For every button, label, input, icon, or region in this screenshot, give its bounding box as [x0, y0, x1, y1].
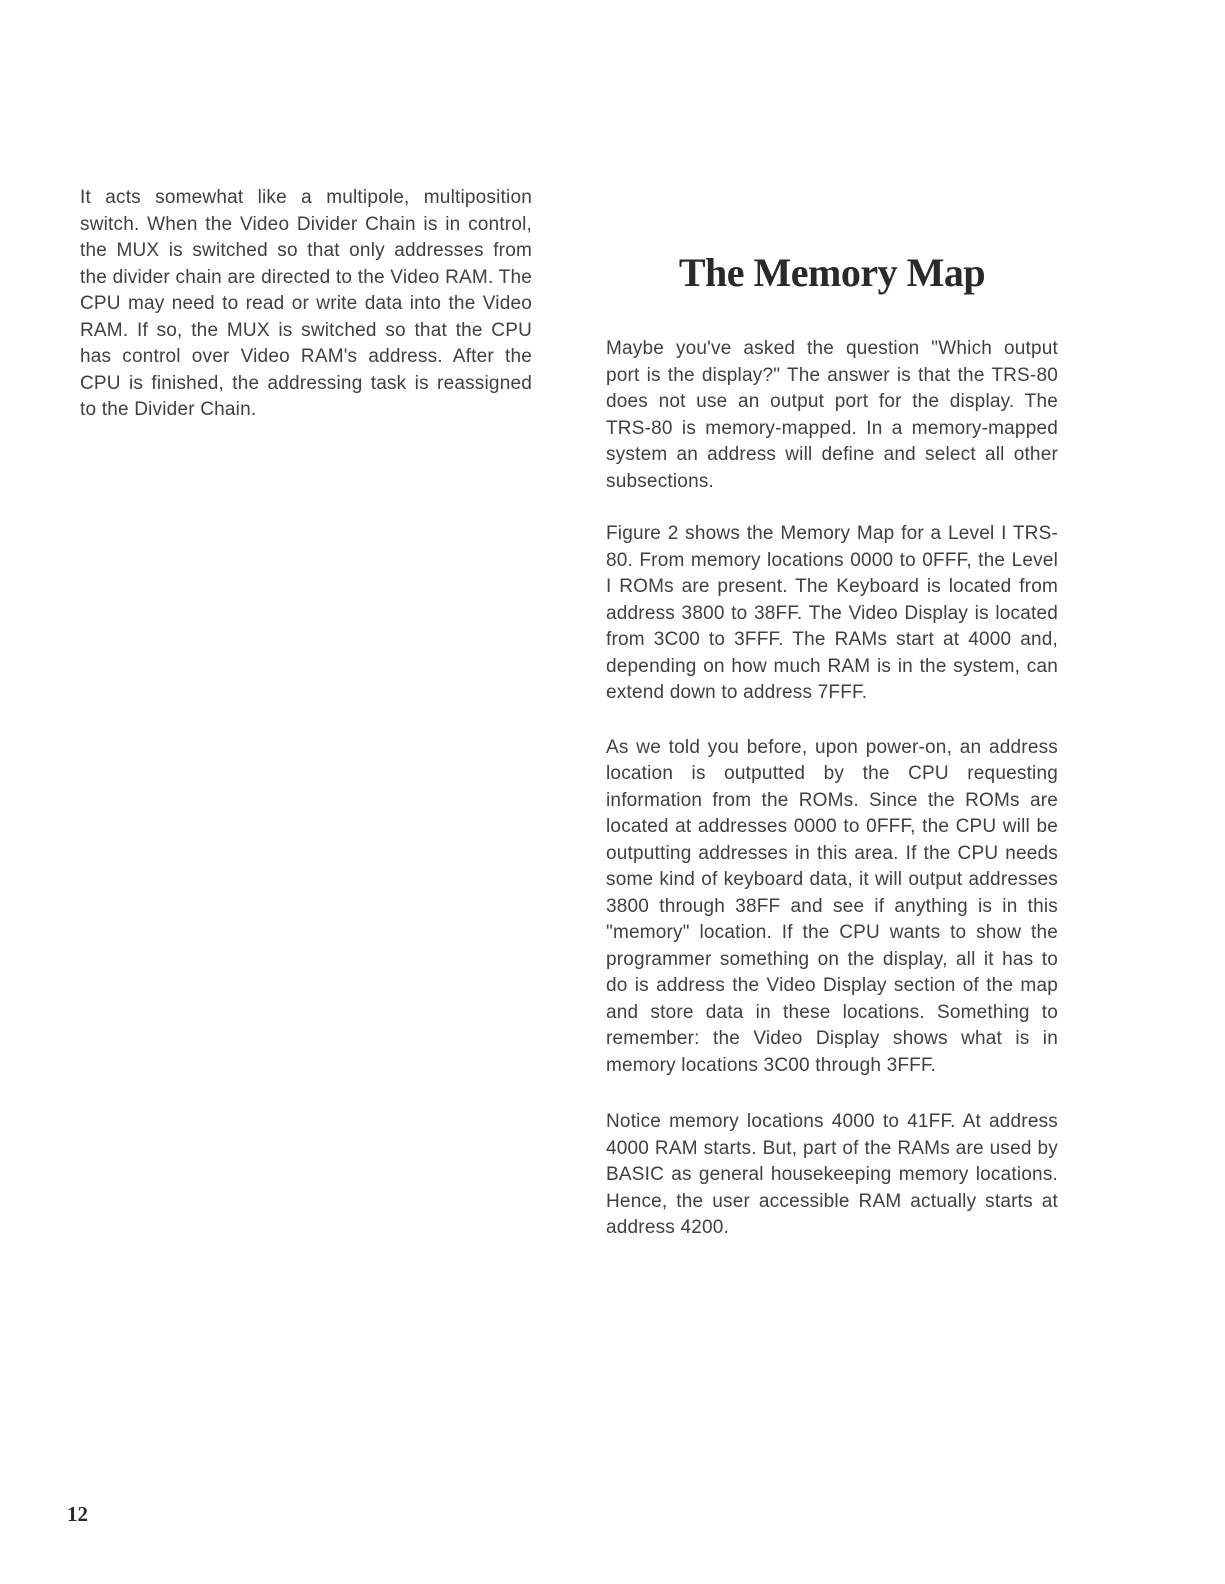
left-column: [80, 185, 532, 424]
page-number: 12: [67, 1502, 88, 1526]
right-column: [606, 248, 1058, 1268]
paragraph-display-question: Maybe you've asked the question "Which output port is the display?" The answer is that the TRS-80 does not use an output port for the display. The TRS-80 is memory-mapped. In a memory-mapped system an address will define and select all other subsections.: [606, 338, 1058, 492]
paragraph-memory-map-figure: Figure 2 shows the Memory Map for a Level I TRS-80. From memory locations 0000 to 0FFF, the Level I ROMs are present. The Keyboard is located from address 3800 to 38FF. The Video Display is located from 3C00 to 3FFF. The RAMs start at 4000 and, depending on how much RAM is in the system, can extend down to address 7FFF.: [606, 523, 1058, 703]
left-paragraph: It acts somewhat like a multipole, multiposition switch. When the Video Divider Chain is in control, the MUX is switched so that only addresses from the divider chain are directed to the Video RAM. The CPU may need to read or write data into the Video RAM. If so, the MUX is switched so that the CPU has control over Video RAM's address. After the CPU is finished, the addressing task is reassigned to the Divider Chain.: [80, 187, 532, 420]
paragraph-ram-start: Notice memory locations 4000 to 41FF. At address 4000 RAM starts. But, part of the RAMs are used by BASIC as general housekeeping memory locations. Hence, the user accessible RAM actually starts at address 4200.: [606, 1111, 1058, 1238]
paragraph-power-on: As we told you before, upon power-on, an address location is outputted by the CPU requesting information from the ROMs. Since the ROMs are located at addresses 0000 to 0FFF, the CPU will be outputting addresses in this area. If the CPU needs some kind of keyboard data, it will output addresses 3800 through 38FF and see if anything is in this "memory" location. If the CPU wants to show the programmer something on the display, all it has to do is address the Video Display section of the map and store data in these locations. Something to remember: the Video Display shows what is in memory locations 3C00 through 3FFF.: [606, 736, 1058, 1076]
section-heading: The Memory Map: [678, 250, 986, 295]
